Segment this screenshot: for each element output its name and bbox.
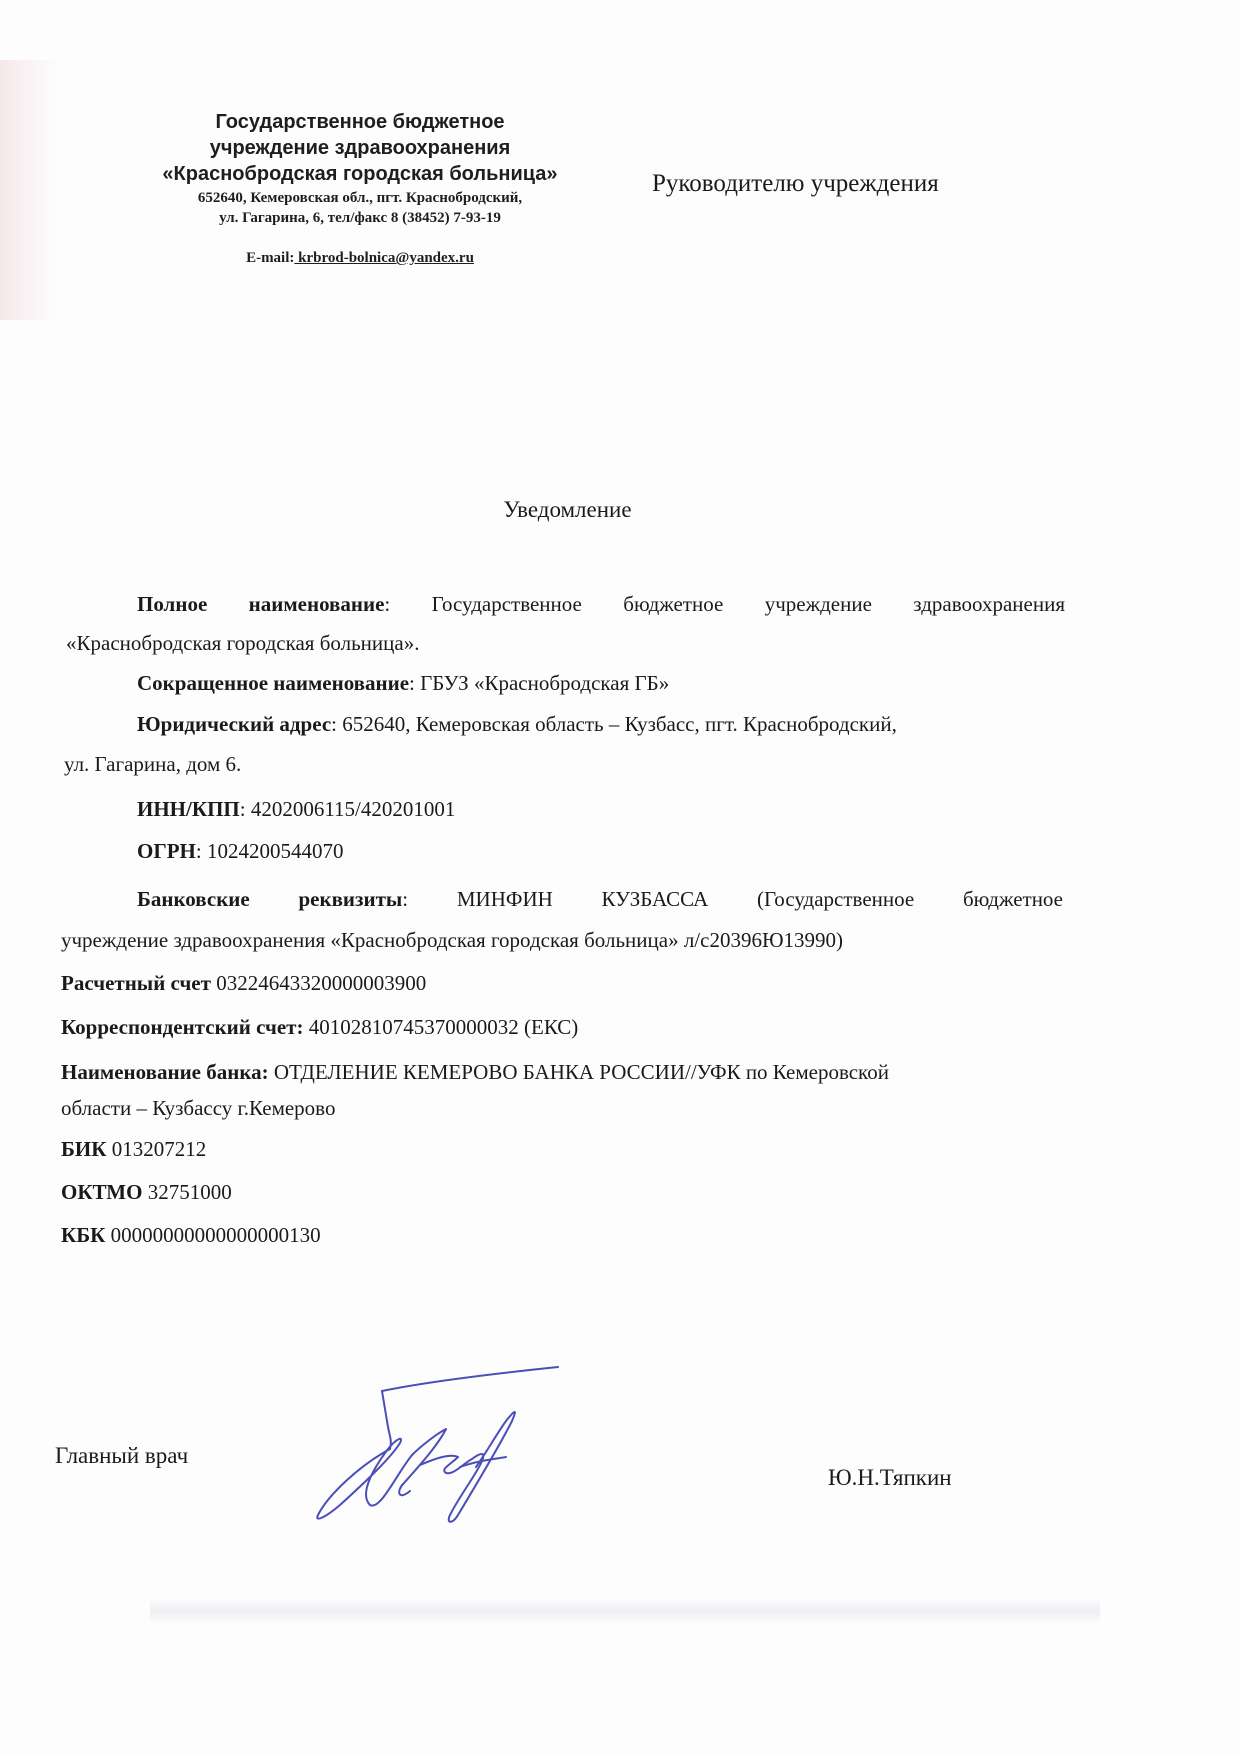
- scan-artifact: [150, 1598, 1100, 1624]
- field-value: 03224643320000003900: [216, 971, 427, 995]
- separator: :: [384, 592, 432, 616]
- field-correspondent-account: [61, 1015, 578, 1040]
- signature-stroke: [420, 1456, 472, 1474]
- separator: :: [402, 887, 409, 911]
- field-inn-kpp: [137, 797, 455, 822]
- signer-name: Ю.Н.Тяпкин: [828, 1465, 952, 1490]
- org-name-line-1: Государственное бюджетное: [215, 111, 505, 133]
- field-label: Корреспондентский счет:: [61, 1015, 304, 1039]
- field-value: 4202006115/420201001: [250, 797, 456, 821]
- field-value: Государственное бюджетное учреждение здравоохранения: [431, 592, 1065, 616]
- field-label: Полное наименование: [137, 592, 385, 616]
- field-label: КБК: [61, 1223, 106, 1247]
- field-label: ОКТМО: [61, 1180, 143, 1204]
- field-value: МИНФИН КУЗБАССА (Государственное бюджетное: [456, 887, 1064, 911]
- signature-stroke: [449, 1412, 515, 1522]
- field-label: ИНН/КПП: [137, 797, 240, 821]
- field-bank-name: [61, 1060, 889, 1085]
- field-label: Наименование банка:: [61, 1060, 269, 1084]
- field-ogrn: [137, 839, 343, 864]
- field-label: Банковские: [137, 887, 250, 911]
- separator: :: [409, 671, 421, 695]
- org-address-line-2: ул. Гагарина, 6, тел/факс 8 (38452) 7-93-19: [219, 210, 501, 226]
- field-value: 32751000: [147, 1180, 232, 1204]
- signature-stroke: [382, 1391, 391, 1449]
- email-label: E-mail:: [246, 250, 295, 266]
- field-legal-address-cont: ул. Гагарина, дом 6.: [64, 752, 242, 776]
- org-name-line-3: «Краснобродская городская больница»: [162, 163, 558, 185]
- field-short-name: [137, 671, 669, 696]
- field-value: 40102810745370000032 (ЕКС): [308, 1015, 579, 1039]
- signer-position: Главный врач: [55, 1443, 189, 1468]
- field-value: 00000000000000000130: [110, 1223, 321, 1247]
- document-title: Уведомление: [503, 497, 632, 522]
- field-label: ОГРН: [137, 839, 196, 863]
- field-label: Юридический адрес: [137, 712, 332, 736]
- field-value: ГБУЗ «Краснобродская ГБ»: [420, 671, 670, 695]
- field-value: 013207212: [111, 1137, 207, 1161]
- signature-stroke: [317, 1439, 412, 1519]
- field-label: реквизиты: [298, 887, 403, 911]
- org-name-line-2: учреждение здравоохранения: [209, 137, 511, 159]
- separator: :: [239, 797, 251, 821]
- field-label: Сокращенное наименование: [137, 671, 410, 695]
- signature-stroke: [382, 1367, 558, 1391]
- email-link[interactable]: krbrod-bolnica@yandex.ru: [294, 250, 474, 266]
- org-address-line-1: 652640, Кемеровская обл., пгт. Краснобродский,: [197, 190, 523, 206]
- scan-stain: [0, 60, 60, 320]
- field-legal-address: [137, 712, 897, 737]
- field-label: Расчетный счет: [61, 971, 211, 995]
- separator: :: [195, 839, 207, 863]
- field-value: ОТДЕЛЕНИЕ КЕМЕРОВО БАНКА РОССИИ//УФК по Кемеровской: [273, 1060, 889, 1084]
- field-full-name: [137, 592, 1065, 617]
- field-value: 1024200544070: [206, 839, 344, 863]
- addressee: Руководителю учреждения: [652, 170, 939, 197]
- field-label: БИК: [61, 1137, 107, 1161]
- field-full-name-cont: «Краснобродская городская больница».: [66, 631, 420, 655]
- field-kbk: [61, 1223, 321, 1248]
- field-oktmo: [61, 1180, 232, 1205]
- signature-ink: [317, 1367, 558, 1522]
- field-bank-details-cont: учреждение здравоохранения «Краснобродская городская больница» л/с20396Ю13990): [61, 928, 844, 952]
- field-bik: [61, 1137, 206, 1162]
- field-bank-details: [137, 887, 1063, 912]
- field-settlement-account: [61, 971, 426, 996]
- org-email-line: [130, 250, 590, 267]
- separator: :: [331, 712, 343, 736]
- field-bank-name-cont: области – Кузбассу г.Кемерово: [61, 1096, 336, 1120]
- handwritten-signature: [300, 1355, 580, 1535]
- field-value: 652640, Кемеровская область – Кузбасс, пгт. Краснобродский,: [342, 712, 897, 736]
